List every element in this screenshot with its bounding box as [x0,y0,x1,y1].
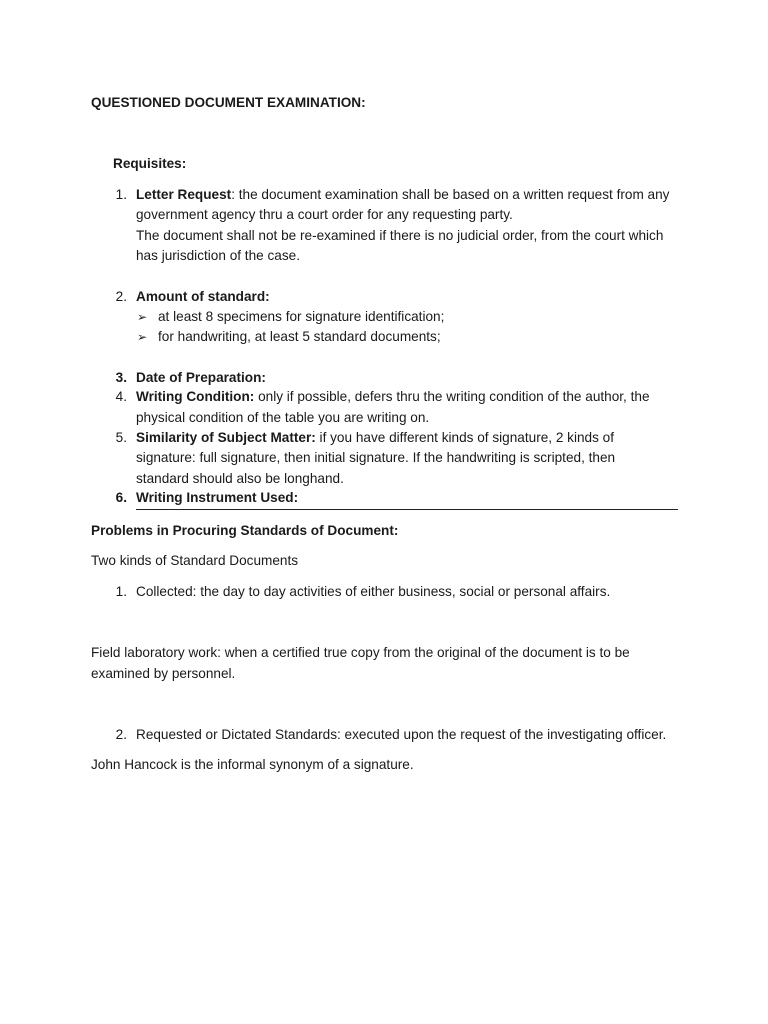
item-label: Writing Condition: [136,389,255,404]
item-text: physical condition of the table you are writing on. [136,410,430,425]
problems-heading: Problems in Procuring Standards of Document: [91,523,399,538]
list-number: 4. [115,389,127,404]
two-kinds-paragraph: Two kinds of Standard Documents [91,553,299,568]
list-item-letter-request [136,185,669,205]
item-text: government agency thru a court order for any requesting party. [136,207,513,222]
item-label: Letter Request [136,187,232,202]
item-text: signature: full signature, then initial signature. If the handwriting is scripted, then [136,450,616,465]
list-item-writing-condition [136,387,650,407]
list-number: 2. [115,727,127,742]
item-label: Similarity of Subject Matter: [136,430,316,445]
hancock-paragraph: John Hancock is the informal synonym of a signature. [91,757,414,772]
list-number: 5. [115,430,127,445]
list-item-amount-of-standard: Amount of standard: [136,289,270,304]
list-item-date-of-preparation: Date of Preparation: [136,370,266,385]
requisites-heading: Requisites: [113,156,187,171]
list-item-collected: Collected: the day to day activities of either business, social or personal affairs. [136,584,611,599]
list-number: 1. [115,187,127,202]
list-number: 3. [115,370,127,385]
item-text: standard should also be longhand. [136,471,344,486]
list-item-requested-standards: Requested or Dictated Standards: executed upon the request of the investigating officer. [136,727,667,742]
bullet-item: for handwriting, at least 5 standard documents; [158,329,441,344]
horizontal-rule [136,509,678,510]
list-item-writing-instrument-used: Writing Instrument Used: [136,490,299,505]
item-text: only if possible, defers thru the writing condition of the author, the [254,389,650,404]
item-text: has jurisdiction of the case. [136,248,300,263]
list-number: 6. [115,490,127,505]
list-number: 1. [115,584,127,599]
arrow-bullet-icon: ➢ [137,330,148,344]
list-item-similarity-of-subject-matter [136,428,614,448]
item-text: if you have different kinds of signature, 2 kinds of [315,430,615,445]
field-work-paragraph-cont: examined by personnel. [91,666,236,681]
bullet-item: at least 8 specimens for signature identification; [158,309,445,324]
document-title: QUESTIONED DOCUMENT EXAMINATION: [91,95,366,110]
arrow-bullet-icon: ➢ [137,310,148,324]
field-work-paragraph: Field laboratory work: when a certified true copy from the original of the document is to be [91,645,630,660]
item-text: : the document examination shall be based on a written request from any [231,187,670,202]
item-text: The document shall not be re-examined if there is no judicial order, from the court which [136,228,664,243]
list-number: 2. [115,289,127,304]
